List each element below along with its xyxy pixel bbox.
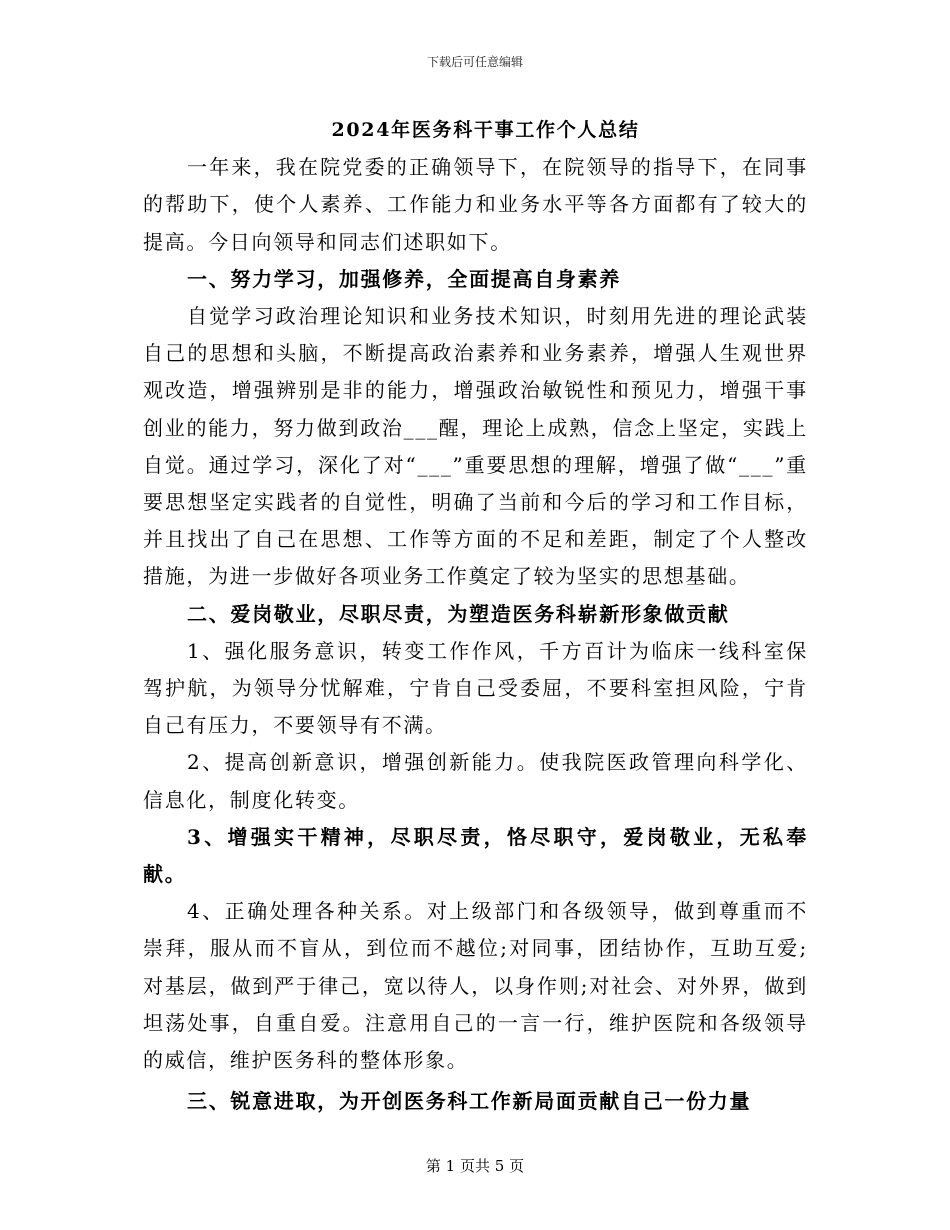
- body-paragraph: 自觉学习政治理论知识和业务技术知识，时刻用先进的理论武装自己的思想和头脑，不断提高政治素养和业务素养，增强人生观世界观改造，增强辨别是非的能力，增强政治敏锐性和预见力，增强干事创业的能力，努力做到政治___醒，理论上成熟，信念上坚定，实践上自觉。通过学习，深化了对“___”重要思想的理解，增强了做“___”重要思想坚定实践者的自觉性，明确了当前和今后的学习和工作目标，并且找出了自己在思想、工作等方面的不足和差距，制定了个人整改措施，为进一步做好各项业务工作奠定了较为坚实的思想基础。: [143, 304, 808, 589]
- section-heading-2: 二、爱岗敬业，尽职尽责，为塑造医务科崭新形象做贡献: [187, 601, 730, 626]
- intro-paragraph: 一年来，我在院党委的正确领导下，在院领导的指导下，在同事的帮助下，使个人素养、工作能力和业务水平等各方面都有了较大的提高。今日向领导和同志们述职如下。: [143, 155, 808, 254]
- list-item-3-bold: 3、增强实干精神，尽职尽责，恪尽职守，爱岗敬业，无私奉献。: [143, 824, 808, 887]
- page-number-footer: 第 1 页共 5 页: [425, 1157, 525, 1175]
- list-item-1: 1、强化服务意识，转变工作作风，千方百计为临床一线科室保驾护航，为领导分忧解难，宁肯自己受委屈，不要科室担风险，宁肯自己有压力，不要领导有不满。: [143, 638, 808, 738]
- list-item-4: 4、正确处理各种关系。对上级部门和各级领导，做到尊重而不崇拜，服从而不盲从，到位而不越位;对同事，团结协作，互助互爱;对基层，做到严于律己，宽以待人，以身作则;对社会、对外界，做到坦荡处事，自重自爱。注意用自己的一言一行，维护医院和各级领导的威信，维护医务科的整体形象。: [143, 899, 808, 1073]
- document-title: 2024年医务科干事工作个人总结: [331, 119, 640, 141]
- list-item-2: 2、提高创新意识，增强创新能力。使我院医政管理向科学化、信息化，制度化转变。: [143, 750, 808, 812]
- document-body: [143, 112, 808, 1120]
- section-heading-1: 一、努力学习，加强修养，全面提高自身素养: [187, 266, 621, 291]
- section-heading-3: 三、锐意进取，为开创医务科工作新局面贡献自己一份力量: [187, 1089, 752, 1114]
- header-note: 下载后可任意编辑: [426, 55, 523, 69]
